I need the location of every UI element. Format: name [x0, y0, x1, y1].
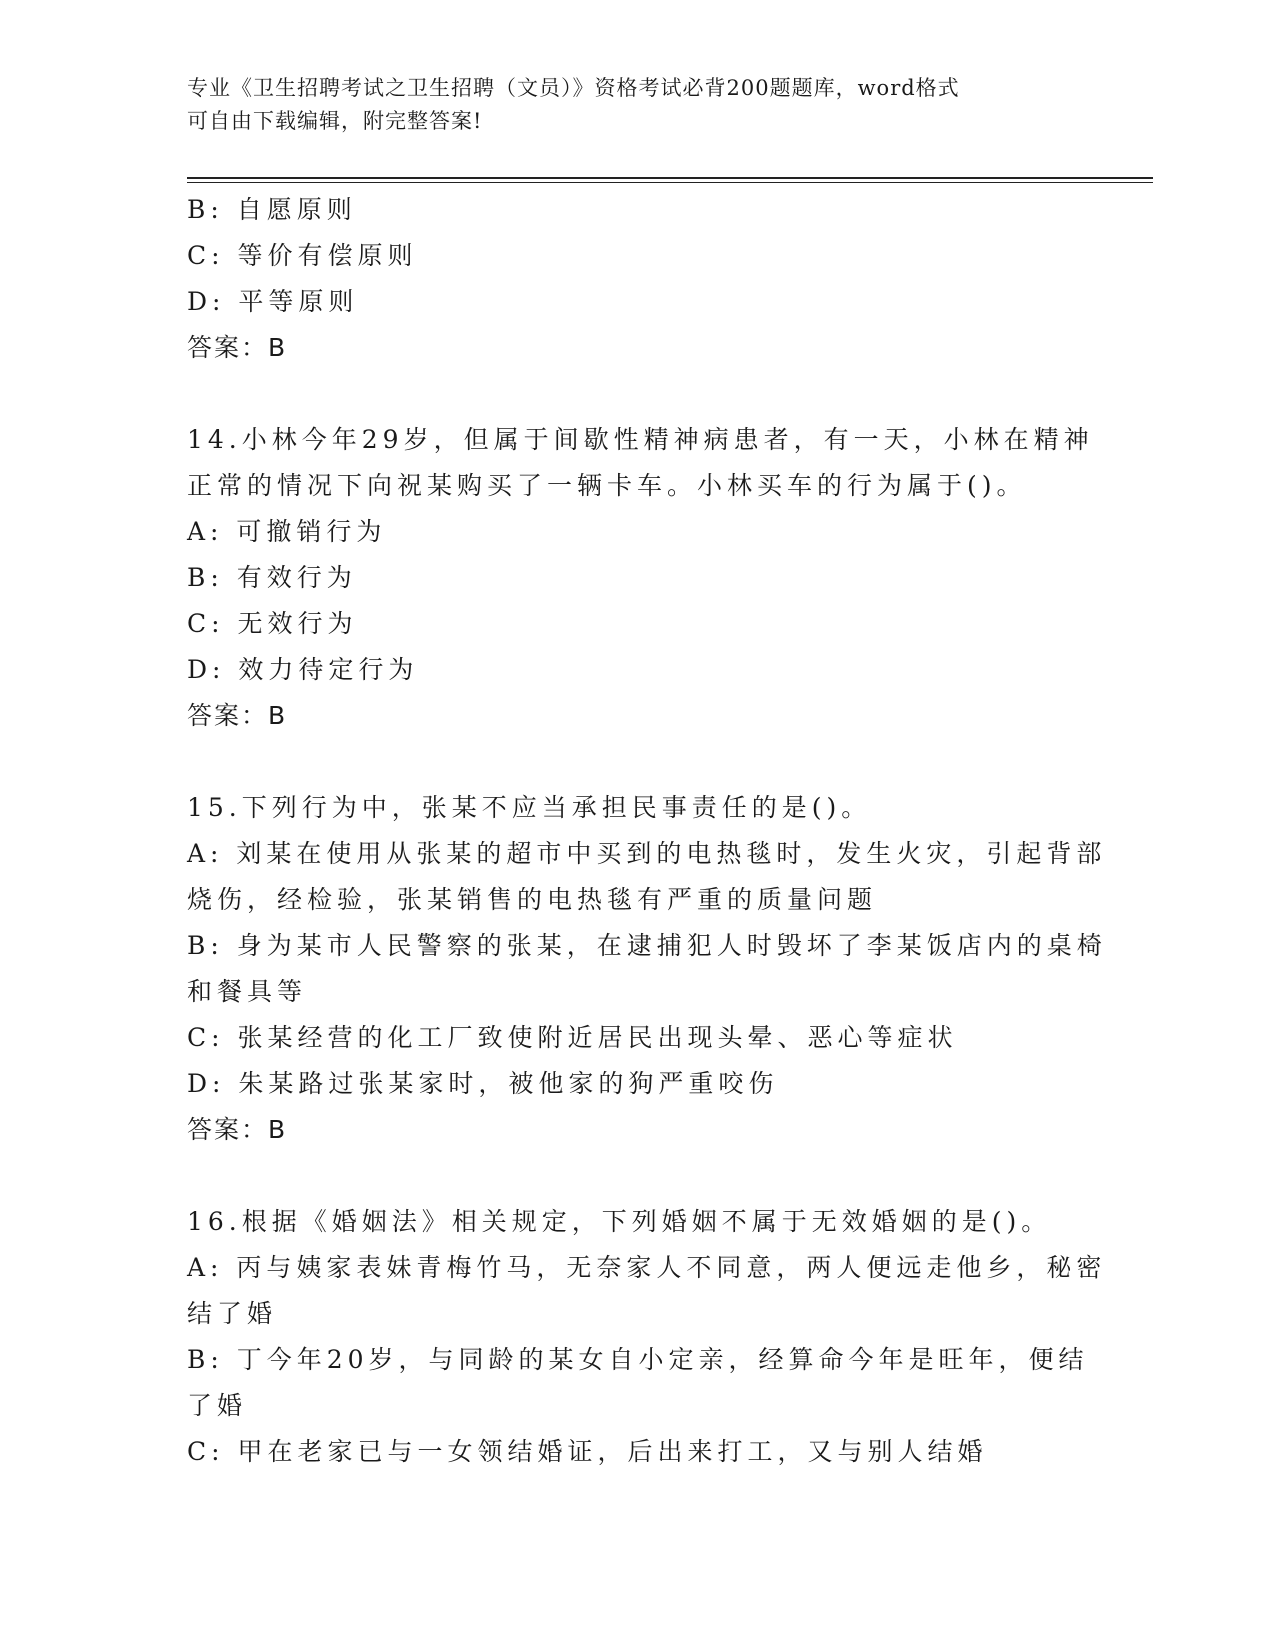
- option-b-continued: 了婚: [187, 1391, 248, 1420]
- option-d: D: 朱某路过张某家时，被他家的狗严重咬伤: [187, 1069, 779, 1098]
- option-c: C: 无效行为: [187, 609, 358, 638]
- header-line-1: 专业《卫生招聘考试之卫生招聘（文员）》资格考试必背200题题库，word格式: [187, 76, 960, 100]
- header-line-2: 可自由下载编辑，附完整答案!: [187, 109, 483, 133]
- option-a-continued: 烧伤，经检验，张某销售的电热毯有严重的质量问题: [187, 885, 878, 914]
- option-d: D: 平等原则: [187, 287, 359, 316]
- question-stem: 15.下列行为中，张某不应当承担民事责任的是()。: [187, 793, 872, 822]
- answer-line: 答案：B: [187, 701, 288, 730]
- spacer: [187, 1153, 1087, 1199]
- question-stem: 16.根据《婚姻法》相关规定，下列婚姻不属于无效婚姻的是()。: [187, 1207, 1052, 1236]
- option-b: B: 自愿原则: [187, 195, 357, 224]
- spacer: [187, 739, 1087, 785]
- option-b: B: 身为某市人民警察的张某，在逮捕犯人时毁坏了李某饭店内的桌椅: [187, 931, 1107, 960]
- option-a: A: 丙与姨家表妹青梅竹马，无奈家人不同意，两人便远走他乡，秘密: [187, 1253, 1107, 1282]
- option-d: D: 效力待定行为: [187, 655, 419, 684]
- question-stem-continued: 正常的情况下向祝某购买了一辆卡车。小林买车的行为属于()。: [187, 471, 1027, 500]
- option-a: A: 可撤销行为: [187, 517, 387, 546]
- header-divider-thick: [187, 177, 1153, 179]
- question-14: [187, 417, 1094, 739]
- question-content: [187, 187, 1107, 1475]
- option-c: C: 等价有偿原则: [187, 241, 418, 270]
- option-c: C: 甲在老家已与一女领结婚证，后出来打工，又与别人结婚: [187, 1437, 988, 1466]
- spacer: [187, 371, 1087, 417]
- header-divider-thin: [187, 182, 1153, 183]
- option-b-continued: 和餐具等: [187, 977, 308, 1006]
- option-c: C: 张某经营的化工厂致使附近居民出现头晕、恶心等症状: [187, 1023, 958, 1052]
- answer-line: 答案：B: [187, 333, 288, 362]
- question-stem: 14.小林今年29岁，但属于间歇性精神病患者，有一天，小林在精神: [187, 425, 1094, 454]
- option-b: B: 丁今年20岁，与同龄的某女自小定亲，经算命今年是旺年，便结: [187, 1345, 1089, 1374]
- answer-line: 答案：B: [187, 1115, 288, 1144]
- option-b: B: 有效行为: [187, 563, 357, 592]
- option-a-continued: 结了婚: [187, 1299, 278, 1328]
- option-a: A: 刘某在使用从张某的超市中买到的电热毯时，发生火灾，引起背部: [187, 839, 1107, 868]
- question-16: [187, 1199, 1107, 1475]
- question-13-tail: [187, 187, 1087, 371]
- question-15: [187, 785, 1107, 1153]
- page-header: [187, 72, 1067, 138]
